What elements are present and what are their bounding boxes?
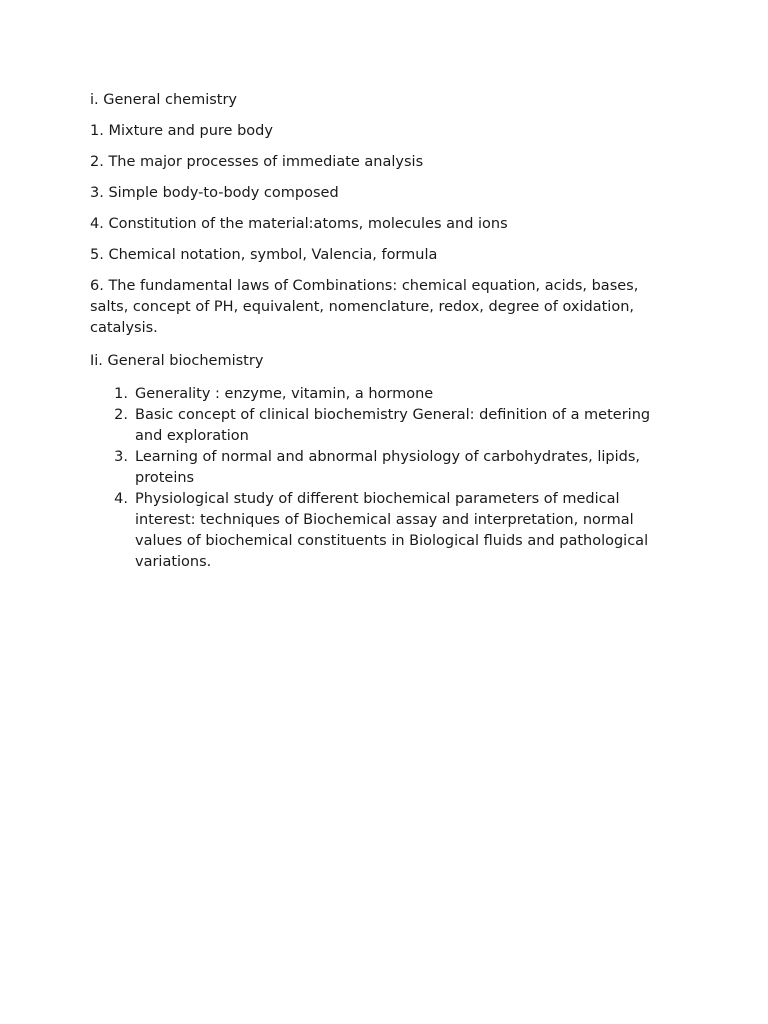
biochemistry-item-4 <box>90 489 680 573</box>
list-number: 3. <box>114 449 128 465</box>
biochemistry-item-2 <box>90 405 680 447</box>
document-body <box>90 90 680 573</box>
list-item-text: Generality : enzyme, vitamin, a hormone <box>135 386 434 402</box>
biochemistry-item-1 <box>90 384 680 405</box>
section-heading-general-biochemistry: Ii. General biochemistry <box>90 353 264 369</box>
list-item-text: Physiological study of different biochemical parameters of medical interest: techniques of Biochemical assay and interpretation, normal values of biochemical constituents in Biological fluids and pathological variations. <box>135 491 649 570</box>
list-number: 4. <box>114 491 128 507</box>
chemistry-item-4: 4. Constitution of the material:atoms, molecules and ions <box>90 216 508 232</box>
chemistry-item-2: 2. The major processes of immediate analysis <box>90 154 424 170</box>
section-heading-general-chemistry: i. General chemistry <box>90 92 238 108</box>
list-item-text: Basic concept of clinical biochemistry General: definition of a metering and exploration <box>135 407 651 444</box>
chemistry-item-1: 1. Mixture and pure body <box>90 123 273 139</box>
chemistry-item-3: 3. Simple body-to-body composed <box>90 185 339 201</box>
list-item-text: Learning of normal and abnormal physiology of carbohydrates, lipids, proteins <box>135 449 641 486</box>
list-number: 2. <box>114 407 128 423</box>
list-number: 1. <box>114 386 128 402</box>
biochemistry-item-3 <box>90 447 680 489</box>
chemistry-item-6: 6. The fundamental laws of Combinations: chemical equation, acids, bases, salts, concept of PH, equivalent, nomenclature, redox, degree of oxidation, catalysis. <box>90 278 639 336</box>
chemistry-item-5: 5. Chemical notation, symbol, Valencia, formula <box>90 247 438 263</box>
biochemistry-list <box>90 384 680 573</box>
